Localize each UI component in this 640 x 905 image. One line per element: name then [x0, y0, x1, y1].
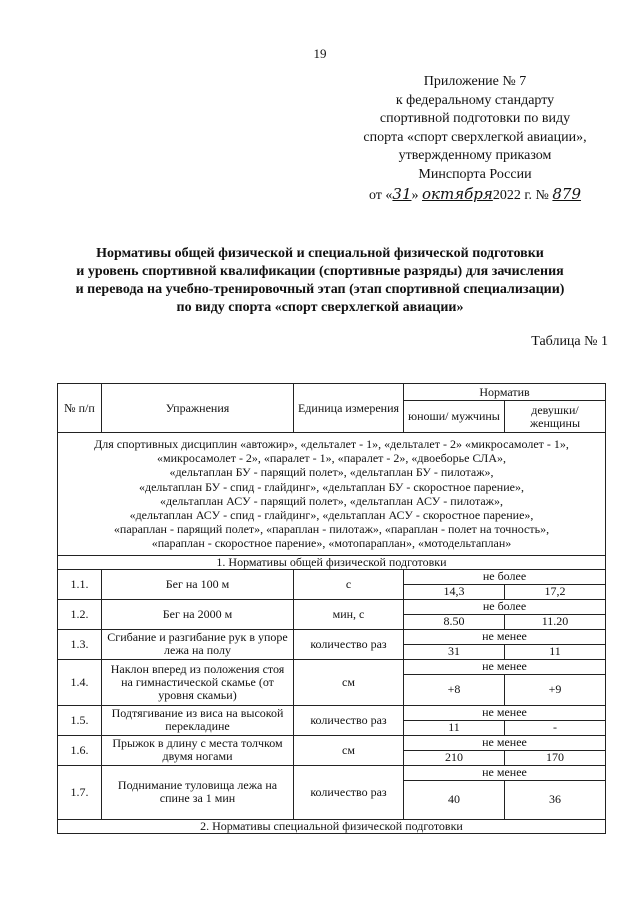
title-line: Нормативы общей физической и специальной физической подготовки: [96, 246, 544, 261]
row-boys-value: 210: [404, 750, 505, 765]
row-num: 1.3.: [58, 629, 102, 659]
row-unit: количество раз: [294, 765, 404, 819]
discipline-line: «микросамолет - 2», «паралет - 1», «паралет - 2», «двоеборье СЛА»,: [157, 451, 506, 466]
order-day: 31: [392, 184, 412, 203]
row-unit: с: [294, 569, 404, 599]
row-boys-value: +8: [404, 674, 505, 705]
discipline-line: «параплан - парящий полет», «параплан - пилотаж», «параплан - полет на точность»,: [113, 522, 550, 537]
row-num: 1.7.: [58, 765, 102, 819]
document-title: [30, 245, 610, 317]
header-girls: девушки/ женщины: [505, 401, 606, 433]
title-line: и уровень спортивной квалификации (спортивные разряды) для зачисления: [76, 264, 564, 279]
row-norm-type: не менее: [404, 765, 606, 780]
row-boys-value: 31: [404, 644, 505, 659]
row-num: 1.6.: [58, 735, 102, 765]
discipline-line: Для спортивных дисциплин «автожир», «дельталет - 1», «дельталет - 2» «микросамолет - 1»,: [94, 437, 569, 451]
row-girls-value: 36: [505, 780, 606, 819]
title-line: по виду спорта «спорт сверхлегкой авиации»: [176, 300, 464, 315]
order-prefix: от «: [368, 187, 393, 203]
appendix-block: [340, 73, 610, 205]
row-exercise: Подтягивание из виса на высокой перекладине: [102, 705, 294, 735]
row-boys-value: 8.50: [404, 614, 505, 629]
disciplines-cell: [58, 433, 606, 556]
discipline-line: «дельтаплан БУ - спид - глайдинг», «дельтаплан БУ - скоростное парение»,: [139, 479, 524, 494]
header-num: № п/п: [58, 384, 102, 433]
discipline-line: «параплан - скоростное парение», «мотопараплан», «мотодельтаплан»: [151, 536, 512, 551]
appendix-line: утвержденному приказом: [398, 148, 552, 164]
row-norm-type: не менее: [404, 629, 606, 644]
row-unit: количество раз: [294, 705, 404, 735]
appendix-line: Минспорта России: [418, 166, 532, 182]
row-exercise: Поднимание туловища лежа на спине за 1 мин: [102, 765, 294, 819]
appendix-line: спортивной подготовки по виду: [379, 111, 571, 127]
row-norm-type: не менее: [404, 659, 606, 674]
row-boys-value: 14,3: [404, 584, 505, 599]
appendix-line: к федеральному стандарту: [395, 92, 555, 108]
discipline-line: «дельтаплан АСУ - спид - глайдинг», «дельтаплан АСУ - скоростное парение»,: [129, 508, 534, 523]
title-line: и перевода на учебно-тренировочный этап (этап спортивной специализации): [75, 282, 565, 297]
row-norm-type: не более: [404, 599, 606, 614]
header-boys: юноши/ мужчины: [404, 401, 505, 433]
row-norm-type: не более: [404, 569, 606, 584]
order-month: октября: [422, 184, 493, 203]
row-exercise: Бег на 100 м: [102, 569, 294, 599]
row-boys-value: 11: [404, 720, 505, 735]
row-boys-value: 40: [404, 780, 505, 819]
row-exercise: Бег на 2000 м: [102, 599, 294, 629]
appendix-line: спорта «спорт сверхлегкой авиации»,: [363, 129, 587, 145]
order-number: 879: [552, 184, 582, 203]
header-unit: Единица измерения: [294, 384, 404, 433]
row-girls-value: 11: [505, 644, 606, 659]
discipline-line: «дельтаплан АСУ - парящий полет», «дельтаплан АСУ - пилотаж»,: [160, 493, 503, 508]
row-num: 1.2.: [58, 599, 102, 629]
table-label: Таблица № 1: [531, 334, 608, 349]
row-num: 1.1.: [58, 569, 102, 599]
row-unit: см: [294, 735, 404, 765]
row-norm-type: не менее: [404, 735, 606, 750]
row-num: 1.5.: [58, 705, 102, 735]
row-exercise: Наклон вперед из положения стоя на гимнастической скамье (от уровня скамьи): [102, 659, 294, 705]
row-girls-value: 11.20: [505, 614, 606, 629]
order-year: 2022: [492, 187, 521, 203]
row-exercise: Сгибание и разгибание рук в упоре лежа на полу: [102, 629, 294, 659]
discipline-line: «дельтаплан БУ - парящий полет», «дельтаплан БУ - пилотаж»,: [169, 465, 494, 480]
row-unit: см: [294, 659, 404, 705]
page-number: 19: [313, 46, 327, 61]
section-heading: 1. Нормативы общей физической подготовки: [58, 555, 606, 569]
norms-table: [57, 383, 606, 834]
appendix-line: Приложение № 7: [423, 74, 527, 89]
header-norm: Норматив: [404, 384, 606, 401]
row-unit: количество раз: [294, 629, 404, 659]
row-girls-value: 170: [505, 750, 606, 765]
row-girls-value: +9: [505, 674, 606, 705]
row-exercise: Прыжок в длину с места толчком двумя ногами: [102, 735, 294, 765]
row-unit: мин, с: [294, 599, 404, 629]
header-exercise: Упражнения: [102, 384, 294, 433]
row-norm-type: не менее: [404, 705, 606, 720]
row-girls-value: 17,2: [505, 584, 606, 599]
section-heading: 2. Нормативы специальной физической подготовки: [58, 819, 606, 833]
order-line: [340, 185, 610, 206]
row-num: 1.4.: [58, 659, 102, 705]
order-suffix: г. №: [520, 187, 553, 203]
order-mid: »: [411, 187, 419, 203]
row-girls-value: -: [505, 720, 606, 735]
